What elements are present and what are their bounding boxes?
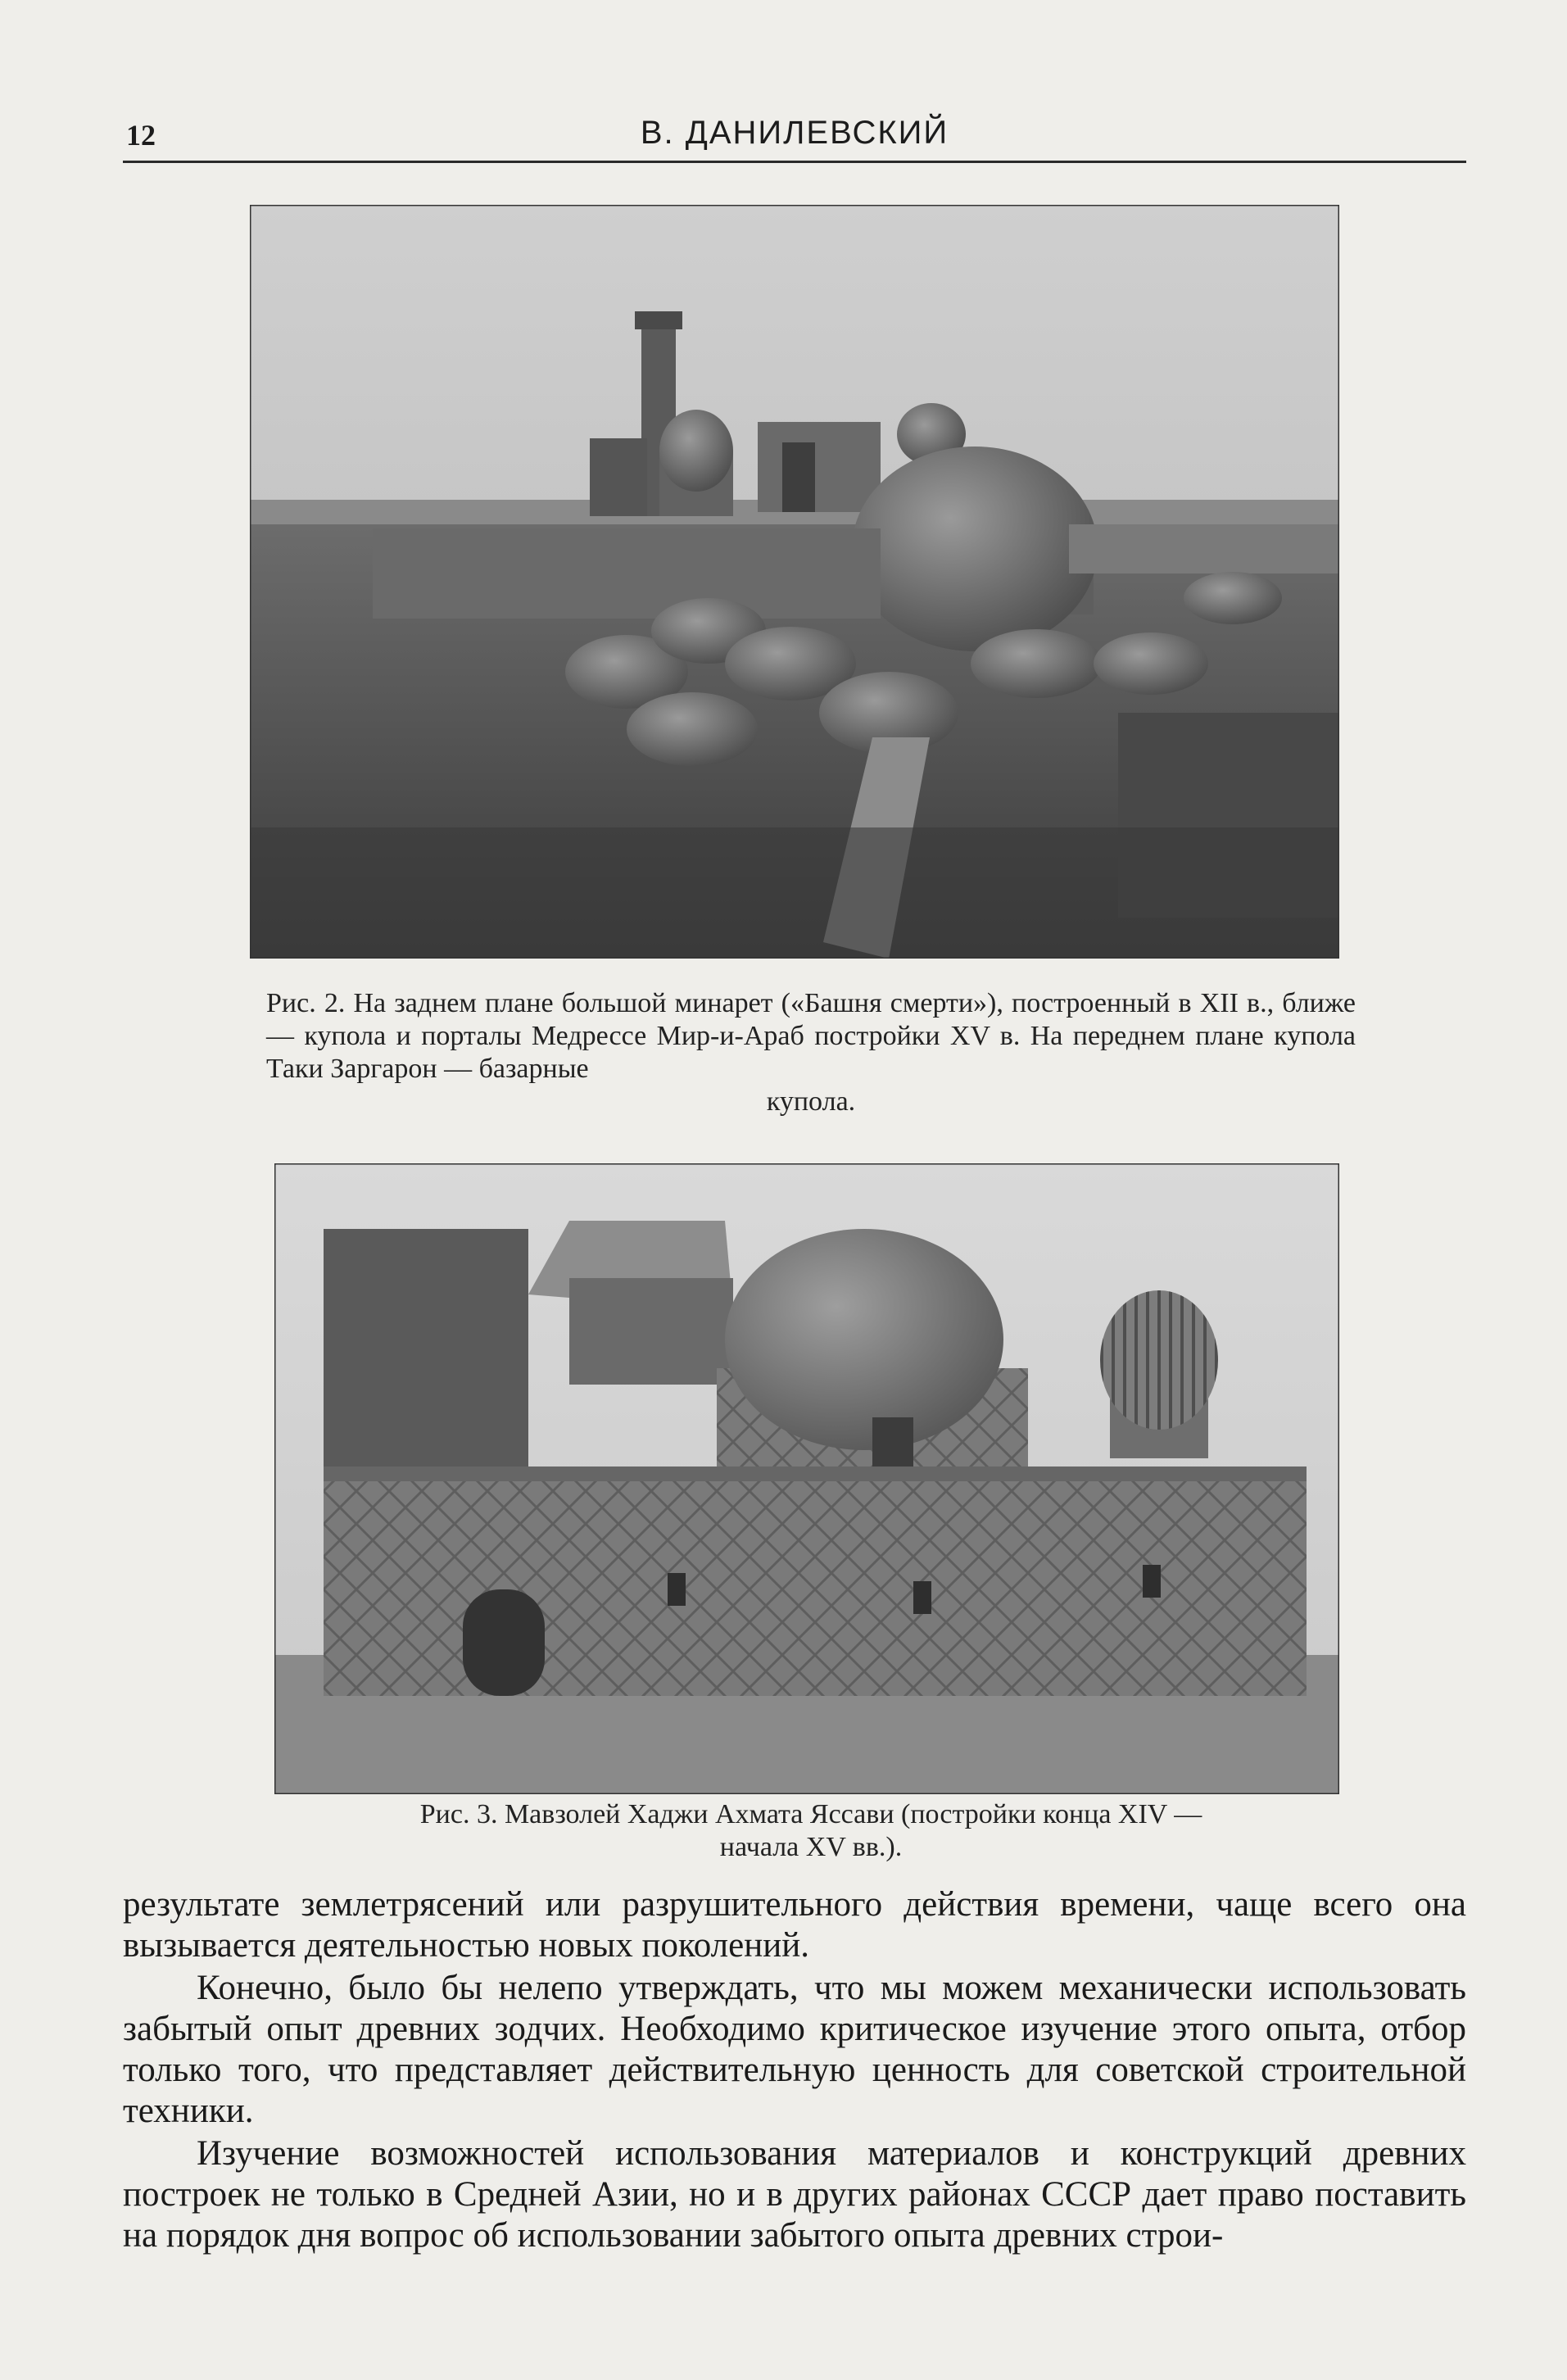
figure-3-caption-line2: начала XV вв.). <box>719 1832 903 1862</box>
bukhara-panorama-illustration <box>250 205 1339 959</box>
paragraph-3: Изучение возможностей использования материалов и конструкций древних построек не только в Средней Азии, но и в других районах СССР дает право поставить на порядок дня вопрос об использовании забытого опыта древних строи- <box>123 2134 1466 2255</box>
page-number: 12 <box>126 119 156 152</box>
mausoleum-illustration <box>274 1163 1339 1794</box>
figure-2-caption <box>266 987 1356 1118</box>
running-header <box>123 115 1466 156</box>
figure-3-photo <box>274 1163 1339 1794</box>
paragraph-1: результате землетрясений или разрушительного действия времени, чаще всего она вызывается деятельностью новых поколений. <box>123 1885 1466 1965</box>
figure-3-caption <box>311 1798 1311 1864</box>
header-rule <box>123 161 1466 163</box>
body-text <box>123 1884 1466 2256</box>
figure-2-caption-text: Рис. 2. На заднем плане большой минарет («Башня смерти»), построенный в XII в., ближе — купола и порталы Медрессе Мир-и-Араб постройки XV в. На переднем плане купола Таки Заргарон — базарные <box>266 988 1356 1084</box>
paragraph-2: Конечно, было бы нелепо утверждать, что мы можем механически использовать забытый опыт древних зодчих. Необходимо критическое изучение этого опыта, отбор только того, что представляет действительную ценность для советской строительной техники. <box>123 1969 1466 2130</box>
figure-2-photo <box>250 205 1339 959</box>
running-title: В. ДАНИЛЕВСКИЙ <box>640 115 949 151</box>
figure-3-caption-line1: Рис. 3. Мавзолей Хаджи Ахмата Яссави (постройки конца XIV — <box>419 1799 1202 1829</box>
figure-2-caption-end: купола. <box>766 1086 856 1117</box>
